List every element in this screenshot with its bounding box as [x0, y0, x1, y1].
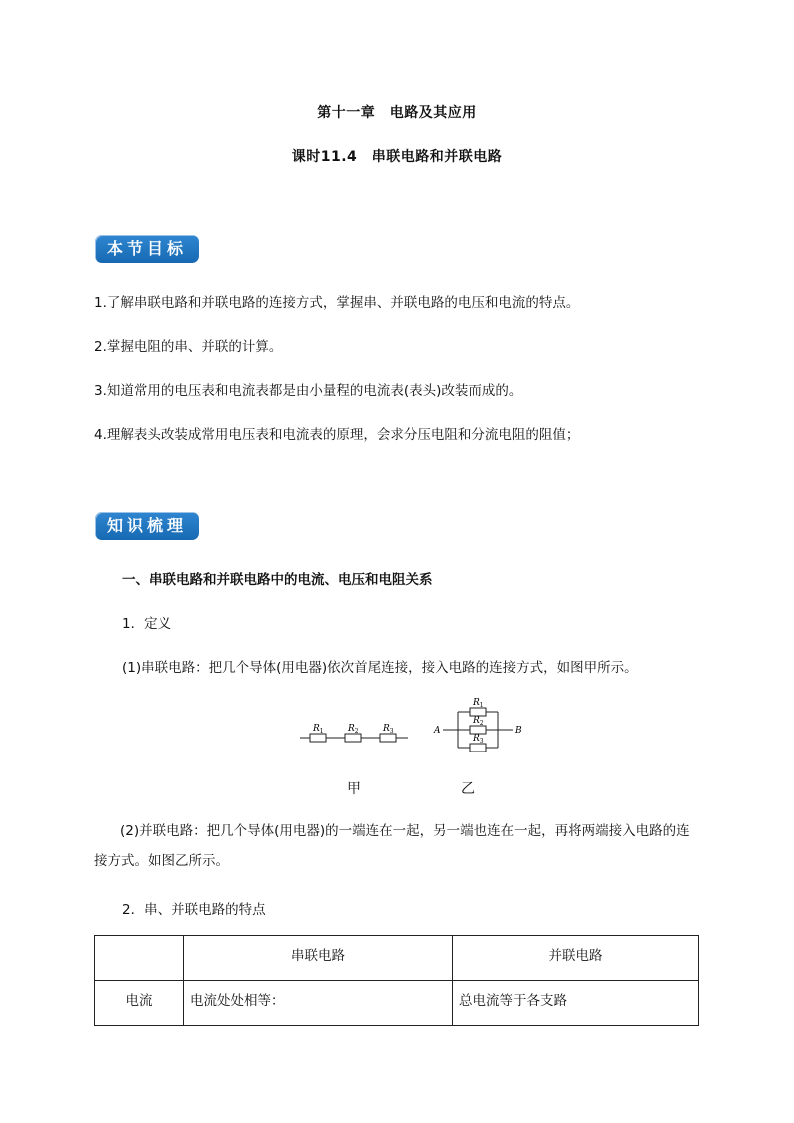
objective-item-1: 1.了解串联电路和并联电路的连接方式，掌握串、并联电路的电压和电流的特点。: [94, 295, 580, 311]
objective-item-2: 2.掌握电阻的串、并联的计算。: [94, 339, 283, 355]
table-header-cell: 并联电路: [453, 936, 699, 981]
table-cell: 电流处处相等：: [184, 981, 453, 1026]
series-definition: (1)串联电路：把几个导体(用电器)依次首尾连接，接入电路的连接方式，如图甲所示。: [122, 660, 638, 676]
series-r2-label: $R_2$: [348, 724, 359, 735]
circuit-properties-table: [94, 935, 699, 1026]
table-header-cell: 串联电路: [184, 936, 453, 981]
subheading-definition: 1．定义: [122, 616, 172, 632]
table-row: [95, 981, 699, 1026]
figure-caption-series: 甲: [347, 781, 361, 797]
figure-caption-parallel: 乙: [461, 781, 475, 797]
table-header-cell: [95, 936, 184, 981]
node-b-label: B: [515, 726, 522, 736]
chapter-title: 第十一章 电路及其应用: [317, 105, 477, 121]
objective-item-3: 3.知道常用的电压表和电流表都是由小量程的电流表(表头)改装而成的。: [94, 383, 523, 399]
parallel-r2-label: $R_2$: [473, 716, 484, 727]
objective-item-4: 4.理解表头改装成常用电压表和电流表的原理，会求分压电阻和分流电阻的阻值；: [94, 427, 580, 443]
table-cell: 电流: [95, 981, 184, 1026]
parallel-r3-label: $R_3$: [473, 734, 484, 745]
parallel-circuit-diagram: [432, 694, 528, 752]
parallel-r1-label: $R_1$: [473, 698, 484, 709]
section-heading: 一、串联电路和并联电路中的电流、电压和电阻关系: [122, 572, 433, 588]
objectives-badge: 本节目标: [95, 235, 199, 263]
node-a-label: A: [434, 726, 441, 736]
knowledge-badge: 知识梳理: [95, 512, 199, 540]
table-cell: 总电流等于各支路: [453, 981, 699, 1026]
series-r1-label: $R_1$: [313, 724, 324, 735]
subheading-characteristics: 2．串、并联电路的特点: [122, 902, 266, 918]
lesson-title: 课时11.4 串联电路和并联电路: [291, 149, 503, 165]
parallel-definition: (2)并联电路：把几个导体(用电器)的一端连在一起，另一端也连在一起，再将两端接入电路的连接方式。如图乙所示。: [94, 823, 690, 869]
table-header-row: [95, 936, 699, 981]
series-r3-label: $R_3$: [383, 724, 394, 735]
series-circuit-diagram: [298, 718, 410, 748]
